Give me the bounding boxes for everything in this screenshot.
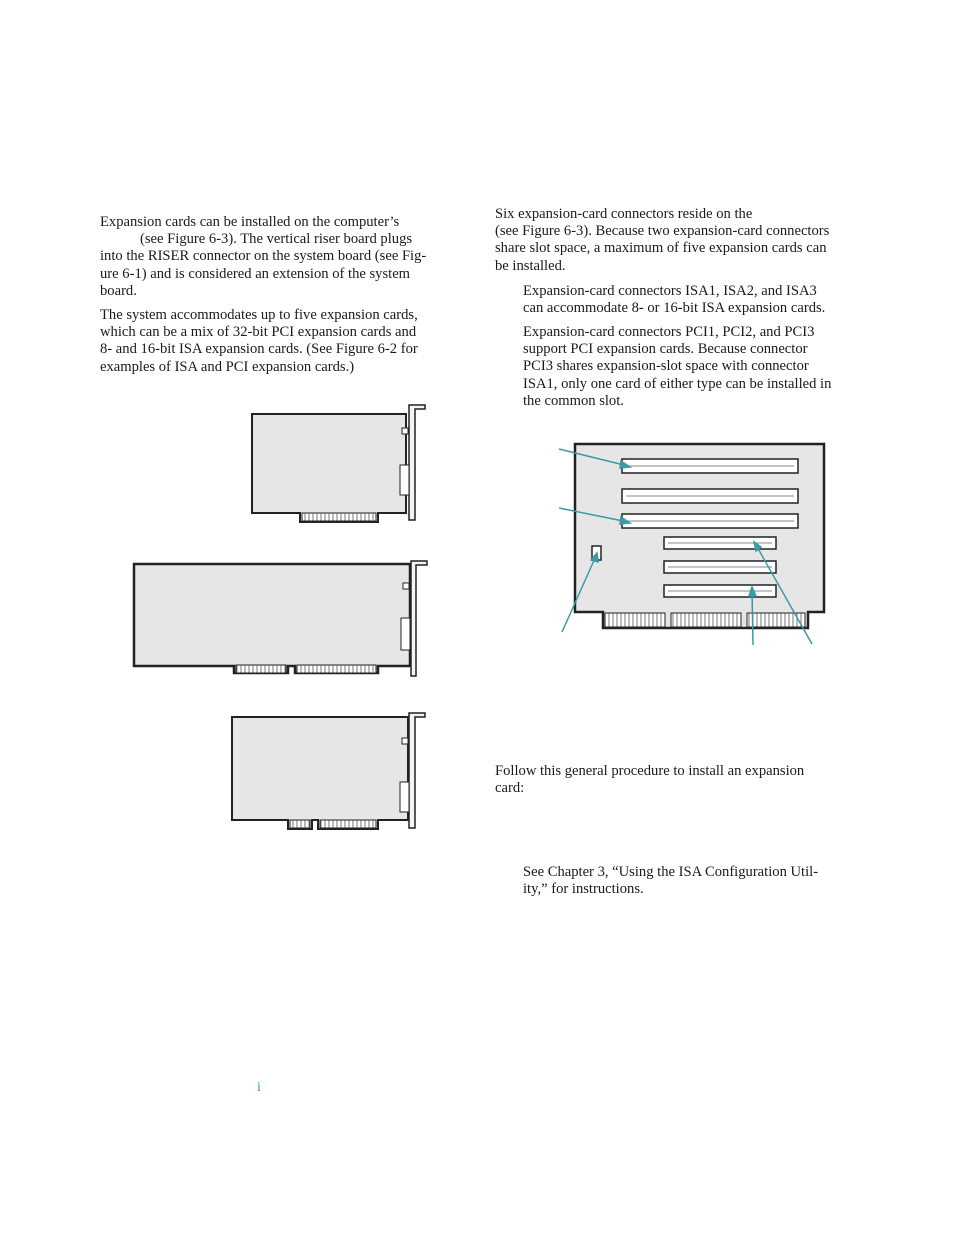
text-line: PCI3 shares expansion-slot space with connector	[523, 358, 809, 375]
text-line: into the RISER connector on the system board (see Fig-	[100, 248, 427, 265]
isa-connector-slot	[622, 459, 798, 473]
text-line: support PCI expansion cards. Because connector	[523, 341, 808, 358]
text-line: card:	[495, 780, 525, 797]
text-line: the common slot.	[523, 392, 624, 409]
text-line: Six expansion-card connectors reside on the	[495, 206, 753, 222]
text-line: which can be a mix of 32-bit PCI expansion cards and	[100, 324, 417, 341]
pci-connector-slot	[664, 561, 776, 573]
text-line: (see Figure 6-3). Because two expansion-card connectors	[495, 223, 830, 240]
text-line: be installed.	[495, 257, 566, 274]
text-line: board.	[100, 282, 137, 299]
pci-card	[232, 713, 425, 829]
text-line: share slot space, a maximum of five expansion cards can	[495, 240, 827, 257]
text-line: examples of ISA and PCI expansion cards.)	[100, 358, 355, 375]
pci-connector-slot	[664, 585, 776, 597]
callout-line	[752, 590, 753, 645]
text-line: Follow this general procedure to install an expansion	[495, 763, 805, 779]
text-line: Expansion-card connectors ISA1, ISA2, and ISA3	[523, 283, 817, 299]
text-line: The system accommodates up to five expansion cards,	[100, 307, 418, 323]
isa-connector-slot	[622, 489, 798, 503]
text-line: 8- and 16-bit ISA expansion cards. (See Figure 6-2 for	[100, 341, 418, 358]
isa-card-small	[252, 405, 425, 522]
riser-board-figure	[559, 444, 824, 645]
text-line: Expansion cards can be installed on the computer’s	[100, 214, 400, 230]
text-line: ity,” for instructions.	[523, 881, 644, 898]
text-line: ure 6-1) and is considered an extension of the system	[100, 265, 411, 282]
text-line: ISA1, only one card of either type can be installed in	[523, 375, 832, 392]
isa-card-long	[134, 561, 427, 676]
page-number: i	[257, 1080, 261, 1095]
text-line: can accommodate 8- or 16-bit ISA expansion cards.	[523, 300, 826, 317]
text-line: Expansion-card connectors PCI1, PCI2, and PCI3	[523, 324, 815, 340]
text-line: (see Figure 6-3). The vertical riser board plugs	[140, 231, 413, 248]
text-line: See Chapter 3, “Using the ISA Configuration Util-	[523, 864, 819, 880]
isa-connector-slot	[622, 514, 798, 528]
